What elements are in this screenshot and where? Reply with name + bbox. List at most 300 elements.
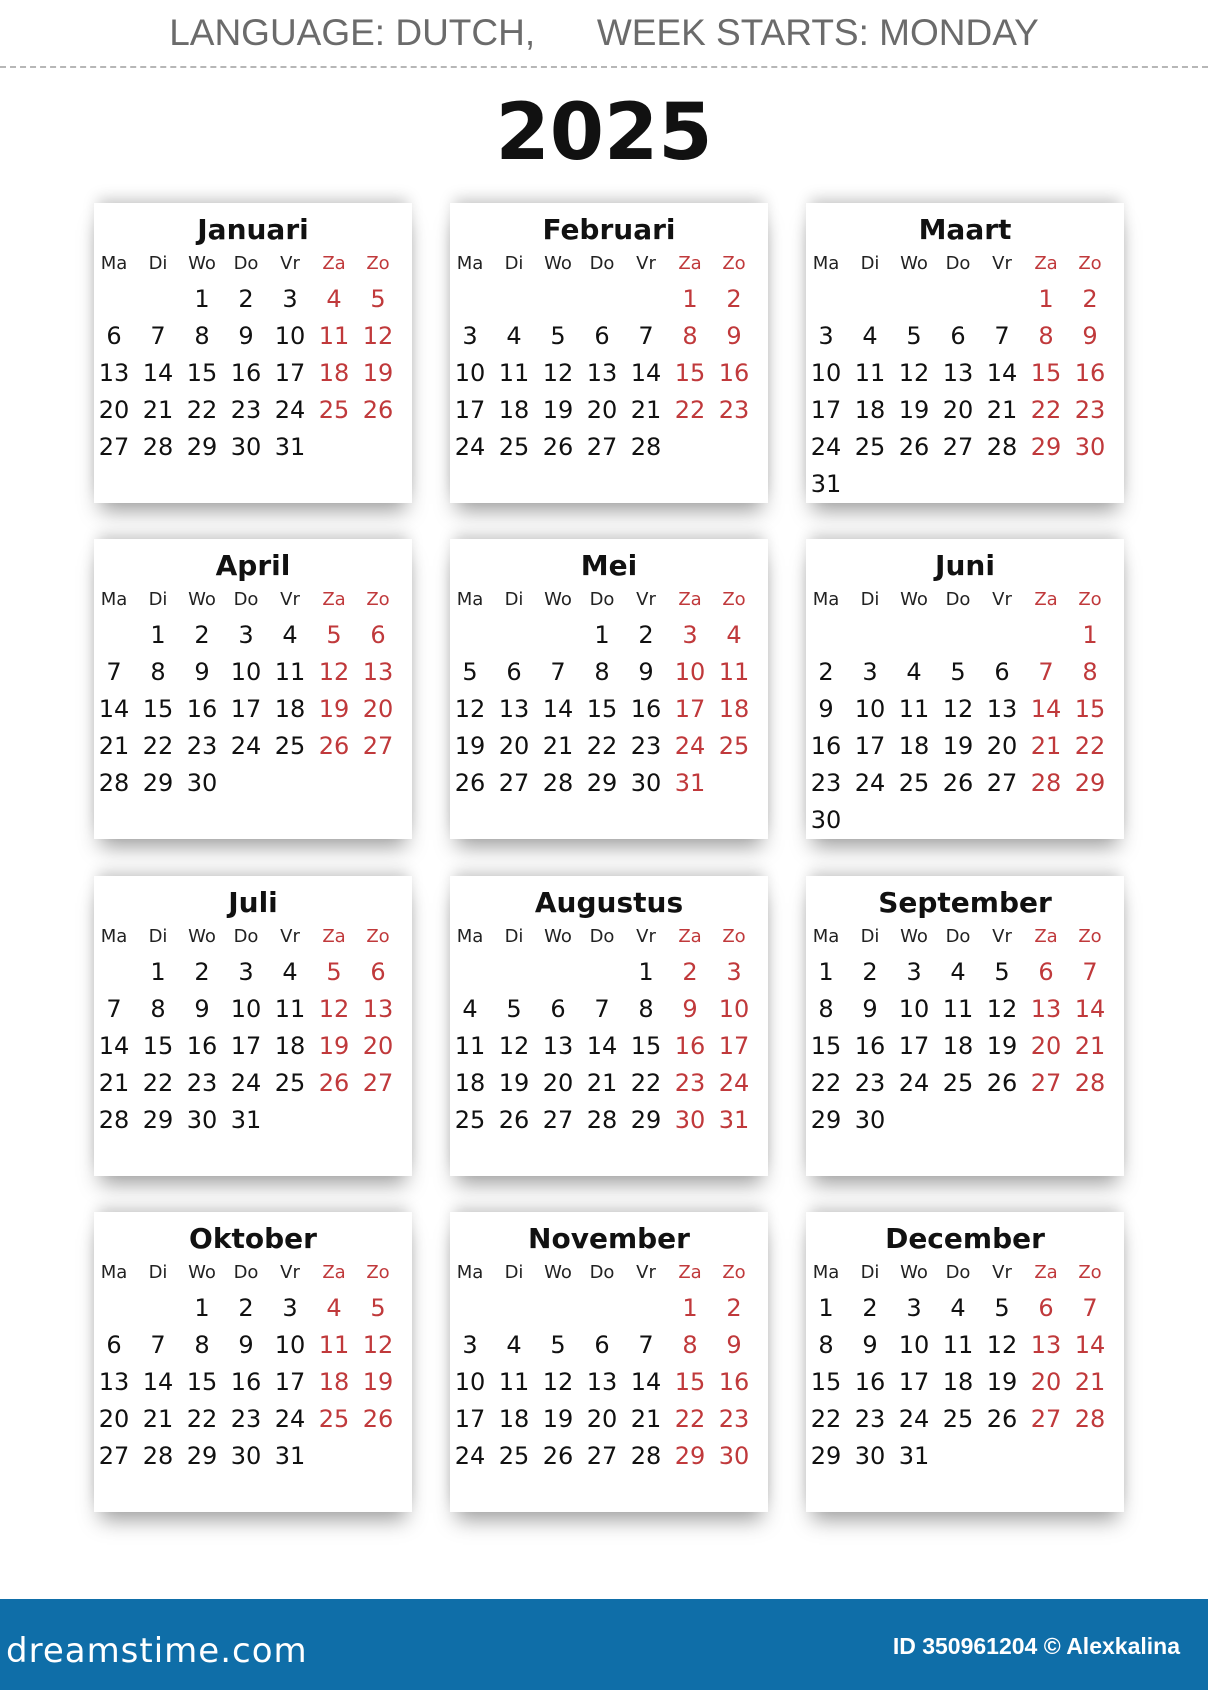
weekday-header: Zo [1078,589,1102,610]
day-cell: 5 [370,285,386,313]
day-cell: 22 [630,1069,662,1097]
day-cell: 22 [810,1405,842,1433]
day-cell: 15 [810,1368,842,1396]
day-cell: 4 [950,958,966,986]
day-cell: 15 [674,1368,706,1396]
weekday-header: Do [945,926,971,947]
day-cell: 17 [898,1032,930,1060]
day-cell: 20 [98,1405,130,1433]
day-cell: 18 [498,1405,530,1433]
day-cell: 3 [726,958,742,986]
weekday-header: Vr [636,253,656,274]
day-cell: 13 [586,359,618,387]
day-cell: 1 [150,621,166,649]
day-cell: 4 [726,621,742,649]
weekday-header: Za [678,926,702,947]
weekday-header: Di [504,926,524,947]
day-cell: 6 [1038,1294,1054,1322]
day-cell: 17 [454,396,486,424]
day-cell: 6 [106,1331,122,1359]
weekday-header: Zo [1078,1262,1102,1283]
day-cell: 12 [986,1331,1018,1359]
day-cell: 3 [818,322,834,350]
day-cell: 23 [718,396,750,424]
weekday-header: Do [945,1262,971,1283]
month-name: September [878,886,1052,919]
day-cell: 23 [186,1069,218,1097]
day-cell: 11 [942,1331,974,1359]
month-card [94,1212,412,1512]
day-cell: 7 [1082,1294,1098,1322]
day-cell: 5 [950,658,966,686]
day-cell: 8 [1038,322,1054,350]
day-cell: 25 [274,732,306,760]
day-cell: 2 [862,958,878,986]
day-cell: 11 [498,359,530,387]
day-cell: 19 [898,396,930,424]
weekday-header: Wo [544,926,572,947]
day-cell: 4 [906,658,922,686]
day-cell: 7 [106,995,122,1023]
weekday-header: Di [860,1262,880,1283]
day-cell: 5 [994,1294,1010,1322]
day-cell: 17 [898,1368,930,1396]
weekday-header: Vr [992,1262,1012,1283]
day-cell: 5 [550,1331,566,1359]
day-cell: 4 [506,1331,522,1359]
weekday-header: Do [233,589,259,610]
day-cell: 19 [986,1032,1018,1060]
day-cell: 24 [718,1069,750,1097]
month-card [450,203,768,503]
day-cell: 28 [142,1442,174,1470]
year-title: 2025 [495,88,713,178]
day-cell: 12 [542,359,574,387]
day-cell: 22 [1030,396,1062,424]
day-cell: 13 [942,359,974,387]
day-cell: 14 [1030,695,1062,723]
weekday-header: Zo [366,1262,390,1283]
day-cell: 6 [594,322,610,350]
weekday-header: Ma [100,253,128,274]
day-cell: 23 [854,1405,886,1433]
day-cell: 22 [142,732,174,760]
weekday-header: Zo [722,589,746,610]
day-cell: 14 [542,695,574,723]
day-cell: 4 [506,322,522,350]
day-cell: 5 [506,995,522,1023]
day-cell: 20 [362,695,394,723]
day-cell: 14 [142,1368,174,1396]
day-cell: 25 [318,1405,350,1433]
day-cell: 3 [862,658,878,686]
day-cell: 19 [362,1368,394,1396]
day-cell: 27 [362,1069,394,1097]
week-start-label: WEEK STARTS: MONDAY [596,12,1039,53]
day-cell: 23 [718,1405,750,1433]
day-cell: 16 [718,359,750,387]
day-cell: 18 [318,359,350,387]
day-cell: 12 [542,1368,574,1396]
day-cell: 31 [230,1106,262,1134]
day-cell: 9 [726,1331,742,1359]
day-cell: 3 [906,958,922,986]
day-cell: 22 [186,1405,218,1433]
day-cell: 29 [586,769,618,797]
day-cell: 15 [586,695,618,723]
month-card [94,539,412,839]
weekday-header: Za [322,1262,346,1283]
day-cell: 14 [586,1032,618,1060]
day-cell: 3 [282,1294,298,1322]
day-cell: 14 [98,695,130,723]
day-cell: 19 [318,1032,350,1060]
day-cell: 13 [498,695,530,723]
day-cell: 7 [150,322,166,350]
day-cell: 18 [498,396,530,424]
month-name: April [215,549,291,582]
day-cell: 10 [274,1331,306,1359]
day-cell: 16 [186,695,218,723]
month-card [94,203,412,503]
weekday-header: Vr [636,926,656,947]
day-cell: 23 [1074,396,1106,424]
day-cell: 25 [454,1106,486,1134]
weekday-header: Ma [812,1262,840,1283]
day-cell: 24 [274,1405,306,1433]
day-cell: 7 [594,995,610,1023]
weekday-header: Za [322,589,346,610]
day-cell: 1 [194,285,210,313]
day-cell: 3 [238,958,254,986]
weekday-header: Ma [456,926,484,947]
day-cell: 8 [150,658,166,686]
day-cell: 2 [726,1294,742,1322]
day-cell: 2 [194,621,210,649]
day-cell: 8 [818,1331,834,1359]
day-cell: 26 [362,396,394,424]
day-cell: 25 [854,433,886,461]
weekday-header: Wo [900,589,928,610]
day-cell: 2 [238,1294,254,1322]
weekday-header: Vr [280,589,300,610]
day-cell: 13 [1030,995,1062,1023]
day-cell: 4 [282,958,298,986]
weekday-header: Do [589,1262,615,1283]
day-cell: 2 [862,1294,878,1322]
day-cell: 26 [542,1442,574,1470]
day-cell: 11 [318,1331,350,1359]
day-cell: 6 [106,322,122,350]
weekday-header: Di [148,253,168,274]
weekday-header: Wo [188,253,216,274]
day-cell: 20 [498,732,530,760]
weekday-header: Za [678,253,702,274]
weekday-header: Wo [900,926,928,947]
weekday-header: Vr [992,589,1012,610]
day-cell: 26 [898,433,930,461]
day-cell: 13 [542,1032,574,1060]
day-cell: 10 [230,995,262,1023]
language-label: LANGUAGE: DUTCH, [169,12,536,53]
day-cell: 30 [186,1106,218,1134]
day-cell: 15 [142,695,174,723]
weekday-header: Vr [992,926,1012,947]
day-cell: 4 [462,995,478,1023]
day-cell: 1 [150,958,166,986]
weekday-header: Wo [900,253,928,274]
month-card [450,539,768,839]
day-cell: 8 [594,658,610,686]
day-cell: 8 [682,322,698,350]
day-cell: 22 [810,1069,842,1097]
weekday-header: Wo [544,253,572,274]
day-cell: 22 [186,396,218,424]
day-cell: 21 [630,1405,662,1433]
weekday-header: Ma [100,1262,128,1283]
day-cell: 21 [586,1069,618,1097]
day-cell: 19 [498,1069,530,1097]
month-name: December [885,1222,1045,1255]
month-card [806,1212,1124,1512]
day-cell: 25 [274,1069,306,1097]
day-cell: 22 [674,396,706,424]
day-cell: 31 [674,769,706,797]
day-cell: 3 [238,621,254,649]
day-cell: 9 [1082,322,1098,350]
day-cell: 11 [898,695,930,723]
day-cell: 20 [586,396,618,424]
day-cell: 20 [1030,1032,1062,1060]
day-cell: 24 [674,732,706,760]
day-cell: 18 [942,1368,974,1396]
weekday-header: Zo [1078,253,1102,274]
day-cell: 19 [318,695,350,723]
weekday-header: Wo [544,1262,572,1283]
day-cell: 3 [462,322,478,350]
day-cell: 30 [1074,433,1106,461]
day-cell: 10 [898,1331,930,1359]
day-cell: 26 [498,1106,530,1134]
day-cell: 9 [238,322,254,350]
day-cell: 27 [586,433,618,461]
day-cell: 5 [550,322,566,350]
weekday-header: Ma [812,253,840,274]
day-cell: 8 [682,1331,698,1359]
day-cell: 2 [638,621,654,649]
weekday-header: Za [1034,926,1058,947]
weekday-header: Za [1034,589,1058,610]
day-cell: 9 [194,658,210,686]
day-cell: 15 [186,359,218,387]
day-cell: 6 [370,621,386,649]
day-cell: 29 [142,1106,174,1134]
footer-bar [0,1599,1208,1690]
month-card [450,876,768,1176]
day-cell: 24 [230,732,262,760]
day-cell: 21 [1030,732,1062,760]
weekday-header: Zo [722,253,746,274]
weekday-header: Vr [280,1262,300,1283]
month-name: Februari [542,213,676,246]
weekday-header: Do [589,253,615,274]
day-cell: 19 [942,732,974,760]
day-cell: 13 [362,658,394,686]
day-cell: 1 [1038,285,1054,313]
weekday-header: Ma [100,589,128,610]
day-cell: 30 [674,1106,706,1134]
day-cell: 28 [986,433,1018,461]
day-cell: 13 [98,359,130,387]
day-cell: 8 [818,995,834,1023]
month-name: Augustus [534,886,684,919]
month-name: Maart [918,213,1012,246]
day-cell: 17 [454,1405,486,1433]
day-cell: 9 [862,1331,878,1359]
day-cell: 21 [630,396,662,424]
weekday-header: Wo [900,1262,928,1283]
day-cell: 18 [318,1368,350,1396]
weekday-header: Do [589,926,615,947]
day-cell: 25 [898,769,930,797]
day-cell: 24 [454,433,486,461]
day-cell: 11 [274,995,306,1023]
day-cell: 26 [986,1405,1018,1433]
month-name: Januari [197,213,309,246]
day-cell: 29 [810,1442,842,1470]
day-cell: 14 [630,359,662,387]
day-cell: 10 [274,322,306,350]
weekday-header: Zo [1078,926,1102,947]
day-cell: 29 [1074,769,1106,797]
day-cell: 21 [98,732,130,760]
day-cell: 7 [150,1331,166,1359]
day-cell: 8 [1082,658,1098,686]
day-cell: 19 [454,732,486,760]
day-cell: 23 [630,732,662,760]
day-cell: 23 [230,1405,262,1433]
day-cell: 31 [718,1106,750,1134]
day-cell: 30 [230,433,262,461]
day-cell: 24 [810,433,842,461]
day-cell: 5 [326,621,342,649]
day-cell: 20 [586,1405,618,1433]
day-cell: 5 [462,658,478,686]
weekday-header: Za [1034,253,1058,274]
day-cell: 11 [854,359,886,387]
month-name: Juli [228,886,278,919]
day-cell: 24 [898,1405,930,1433]
month-name: Oktober [189,1222,317,1255]
day-cell: 17 [274,359,306,387]
day-cell: 14 [98,1032,130,1060]
day-cell: 29 [1030,433,1062,461]
day-cell: 11 [274,658,306,686]
day-cell: 30 [810,806,842,834]
day-cell: 23 [854,1069,886,1097]
day-cell: 25 [498,433,530,461]
day-cell: 24 [274,396,306,424]
day-cell: 27 [498,769,530,797]
day-cell: 1 [818,1294,834,1322]
day-cell: 20 [986,732,1018,760]
weekday-header: Di [504,589,524,610]
day-cell: 21 [986,396,1018,424]
day-cell: 18 [274,695,306,723]
day-cell: 7 [106,658,122,686]
day-cell: 22 [142,1069,174,1097]
day-cell: 12 [362,1331,394,1359]
day-cell: 23 [674,1069,706,1097]
day-cell: 11 [454,1032,486,1060]
day-cell: 14 [986,359,1018,387]
day-cell: 27 [586,1442,618,1470]
day-cell: 1 [638,958,654,986]
day-cell: 15 [1030,359,1062,387]
day-cell: 9 [862,995,878,1023]
day-cell: 14 [142,359,174,387]
day-cell: 15 [674,359,706,387]
day-cell: 1 [682,285,698,313]
day-cell: 23 [186,732,218,760]
day-cell: 12 [986,995,1018,1023]
weekday-header: Wo [188,926,216,947]
day-cell: 28 [586,1106,618,1134]
weekday-header: Di [504,1262,524,1283]
day-cell: 15 [142,1032,174,1060]
day-cell: 13 [586,1368,618,1396]
day-cell: 12 [362,322,394,350]
day-cell: 31 [274,1442,306,1470]
day-cell: 18 [942,1032,974,1060]
day-cell: 19 [362,359,394,387]
day-cell: 25 [498,1442,530,1470]
day-cell: 25 [942,1405,974,1433]
day-cell: 26 [318,1069,350,1097]
day-cell: 8 [150,995,166,1023]
day-cell: 30 [854,1442,886,1470]
day-cell: 20 [942,396,974,424]
day-cell: 20 [1030,1368,1062,1396]
day-cell: 17 [718,1032,750,1060]
day-cell: 6 [994,658,1010,686]
weekday-header: Di [148,926,168,947]
month-card [94,876,412,1176]
day-cell: 5 [906,322,922,350]
month-name: November [528,1222,690,1255]
day-cell: 5 [326,958,342,986]
day-cell: 22 [1074,732,1106,760]
day-cell: 27 [362,732,394,760]
day-cell: 29 [630,1106,662,1134]
day-cell: 21 [542,732,574,760]
day-cell: 27 [98,1442,130,1470]
day-cell: 17 [810,396,842,424]
day-cell: 29 [186,1442,218,1470]
day-cell: 26 [942,769,974,797]
day-cell: 13 [98,1368,130,1396]
day-cell: 29 [674,1442,706,1470]
day-cell: 18 [718,695,750,723]
weekday-header: Ma [456,1262,484,1283]
day-cell: 2 [818,658,834,686]
day-cell: 16 [718,1368,750,1396]
weekday-header: Di [860,589,880,610]
weekday-header: Do [945,253,971,274]
day-cell: 29 [186,433,218,461]
weekday-header: Ma [456,589,484,610]
day-cell: 16 [674,1032,706,1060]
